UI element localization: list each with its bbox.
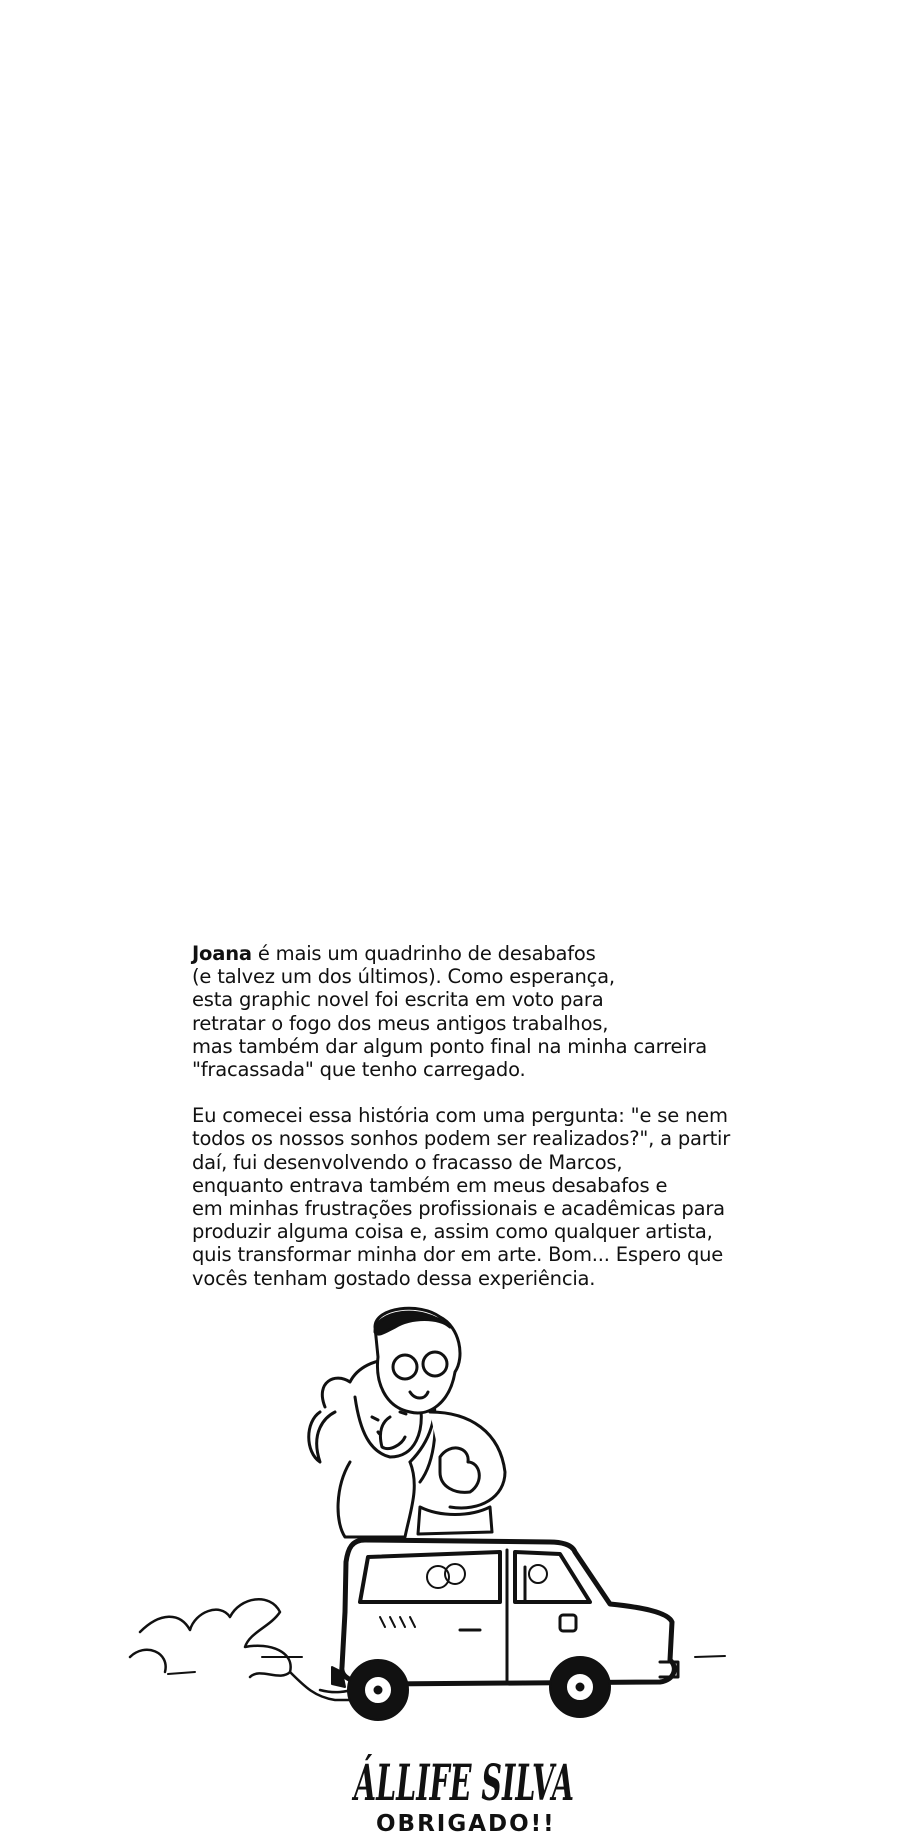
thanks-text: OBRIGADO!!: [376, 1811, 556, 1837]
car: [332, 1540, 678, 1720]
paragraph-1-line-4: retratar o fogo dos meus antigos trabalhos,: [192, 1011, 609, 1035]
author-signature: [350, 1746, 580, 1812]
paragraph-2-line-4: enquanto entrava também em meus desabafos e: [192, 1173, 668, 1197]
paragraph-2: [192, 1104, 752, 1290]
exhaust-smoke: [130, 1599, 360, 1700]
signature-text: ÁLLIFE SILVA: [351, 1753, 574, 1812]
paragraph-1-line-6: "fracassada" que tenho carregado.: [192, 1058, 526, 1082]
title-word: Joana: [192, 942, 252, 965]
paragraph-2-line-2: todos os nossos sonhos podem ser realizados?", a partir: [192, 1127, 731, 1151]
paragraph-1-line-2: (e talvez um dos últimos). Como esperança,: [192, 965, 615, 989]
car-illustration: [120, 1312, 740, 1712]
paragraph-1-line-1: [192, 942, 752, 965]
paragraph-1-line-1-rest: é mais um quadrinho de desabafos: [251, 942, 596, 965]
afterword-text: [192, 942, 752, 1290]
paragraph-2-line-5: em minhas frustrações profissionais e acadêmicas para: [192, 1197, 725, 1221]
paragraph-2-line-6: produzir alguma coisa e, assim como qualquer artista,: [192, 1220, 713, 1244]
paragraph-2-line-8: vocês tenham gostado dessa experiência.: [192, 1266, 596, 1290]
paragraph-2-line-1: Eu comecei essa história com uma pergunta: "e se nem: [192, 1104, 728, 1128]
paragraph-2-line-7: quis transformar minha dor em arte. Bom... Espero que: [192, 1243, 724, 1267]
paragraph-1-line-3: esta graphic novel foi escrita em voto para: [192, 988, 604, 1012]
paragraph-1: [192, 942, 752, 1081]
paragraph-2-line-3: daí, fui desenvolvendo o fracasso de Marcos,: [192, 1150, 623, 1174]
paragraph-1-line-5: mas também dar algum ponto final na minha carreira: [192, 1034, 708, 1058]
